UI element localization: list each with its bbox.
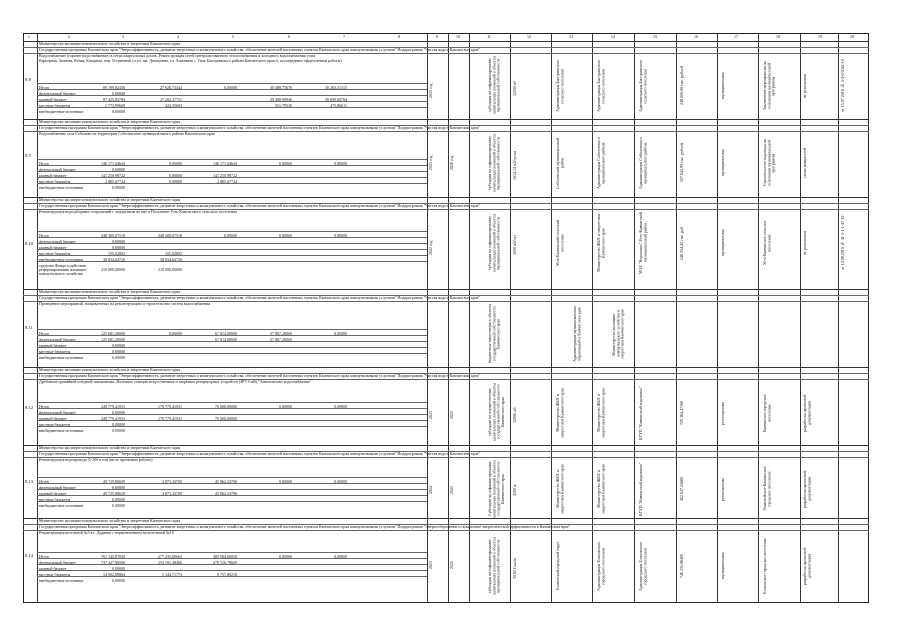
fin-label: Итого: [39, 84, 50, 90]
fin-label: внебюджетные источники: [39, 502, 84, 508]
fin-value: 0,00000: [334, 403, 347, 409]
years-cell: 2022 год: [428, 240, 433, 255]
cell-col16: 248 000,00 тыс. рублей: [679, 66, 684, 106]
fin-value: 141 250,98722: [213, 172, 237, 178]
fin-value: 70 000,00000: [215, 415, 237, 421]
section-title: Министерство жилищно-коммунального хозяйства и энергетики Камчатского края: [39, 289, 181, 294]
object-name: Карьерная, Зеленая, Ясная, Каторная, пер. Устричный ул.ул. им. Дмитриева, ул. Лиманная с. Тиль Быстринского района Камчатского края (с поочередным оформлением работы): [39, 58, 342, 63]
fin-value: 146 171,64644: [213, 160, 237, 166]
fin-value: 0,00000: [112, 421, 125, 427]
fin-value: 0,00000: [169, 172, 182, 178]
fin-value: 0,00000: [334, 478, 347, 484]
fin-value: 179 779,41931: [158, 415, 182, 421]
fin-label: федеральный бюджет: [39, 409, 76, 415]
cell-col18: Заключение мероприятия на основании муниципальной программы: [762, 61, 776, 111]
fin-label: средства Фонда содействия: [39, 262, 86, 268]
fin-value: 155,02802: [165, 250, 182, 256]
fin-label: внебюджетные источники: [39, 577, 84, 583]
column-number: 19: [818, 34, 822, 39]
fin-value: 0,00000: [279, 403, 292, 409]
cell-col13: Соболевский муниципальный район: [555, 137, 565, 189]
cell-col19: разработка проектной документации: [802, 394, 812, 432]
fin-value: 155,02802: [108, 250, 125, 256]
fin-value: 0,00000: [279, 232, 292, 238]
fin-value: 45 862,33700: [215, 490, 237, 496]
fin-label: местные бюджеты: [39, 250, 71, 256]
cell-col17: муниципальная: [720, 229, 725, 257]
fin-value: 253 191,38466: [158, 559, 182, 565]
years-cell: 2023: [428, 561, 433, 569]
cell-col13: Усть-Камчатский сельский поселения: [555, 220, 565, 266]
fin-value: 146 171,64644: [101, 160, 125, 166]
cell-col14: Министерство ЖКХ и энергетики Камчатского края: [596, 388, 606, 438]
cell-col15: Администрация Соболевского муниципального района: [638, 137, 648, 189]
fin-value: 27 202,37751: [160, 96, 182, 102]
row-number: 8.14: [25, 553, 34, 558]
cell-col14: Администрация Быстринского сельского поселения: [596, 59, 606, 113]
object-name: Реконструкция котельной №3 в г. Дудинка с переключением на котельной №10: [39, 530, 174, 535]
cell-col14: Министерство жилищно-коммунального хозяйства и энергетики Камчатского края: [611, 309, 625, 359]
fin-label: краевой бюджет: [39, 96, 67, 102]
cell-col15: Администрация Быстринского сельского поселения: [638, 59, 648, 113]
program-line: Государственная программа Камчатского края "Энергоэффективность, развитие энергетики и коммунального хозяйства, обеспечение жителей населенных пунктов Камчатского края коммунальными услугами" Подпрограмма "Чистая вода в Камчатском крае": [39, 203, 481, 208]
fin-value: 0,00000: [169, 160, 182, 166]
fin-value: 249 779,41931: [101, 403, 125, 409]
fin-value: 9 757,89218: [217, 571, 237, 577]
fin-value: 5 144,71773: [162, 571, 182, 577]
fin-value: 141 250,98722: [101, 172, 125, 178]
cell-col15: КГУП "Камчатский водоканал": [638, 386, 643, 440]
years-cell: 2025 год: [428, 83, 433, 99]
fin-value: 1 773,99669: [105, 102, 125, 108]
fin-value: 70 000,00000: [215, 403, 237, 409]
cell-col13: Администрация муниципальных образований в Камчатском крае: [572, 305, 582, 363]
program-line: Государственная программа Камчатского края "Энергоэффективность, развитие энергетики и коммунального хозяйства, обеспечение жителей населенных пунктов Камчатского края коммунальными услугами" Подпрограмма "Чистая вода в Камчатском крае": [39, 47, 481, 52]
cell-col14: Министерство ЖКХ и энергетики Камчатского края: [596, 464, 606, 514]
cell-col17: региональная: [720, 477, 725, 501]
fin-value: 14 902,89864: [103, 571, 125, 577]
fin-label: местные бюджеты: [39, 571, 71, 577]
fin-label: внебюджетные источники: [39, 256, 84, 262]
row-number: 8.13: [25, 479, 34, 484]
cell-col17: муниципальная: [720, 72, 725, 100]
column-number: 12: [527, 34, 531, 39]
cell-col11: Субсидии на софинансирование капитальных вложений в объекты государственной собственности Камчатского края: [487, 460, 505, 518]
column-number: 17: [734, 34, 738, 39]
cell-col17: муниципальная: [720, 552, 725, 580]
fin-value: 0,00000: [112, 354, 125, 360]
object-name: Реконструкция водопровода Д-200 в том числе проектные работы): [39, 457, 153, 462]
fin-value: 0,00000: [112, 502, 125, 508]
object-name: Проведение мероприятий, направленных на реконструкцию и строительство систем водоснабжения: [39, 301, 210, 306]
fin-label: реформированию жилищно-: [39, 266, 88, 272]
fin-label: местные бюджеты: [39, 348, 71, 354]
cell-col18: Камчатское городское поселение: [762, 394, 772, 432]
fin-value: 0,00000: [112, 409, 125, 415]
fin-value: 57 867,20000: [270, 336, 292, 342]
cell-col19: своих мощностей: [802, 147, 807, 179]
fin-label: краевой бюджет: [39, 244, 67, 250]
column-number: 10: [456, 34, 460, 39]
fin-value: 30 488,75676: [270, 84, 292, 90]
fin-label: краевой бюджет: [39, 342, 67, 348]
object-name: Дробление гравийной и водной скважинами. Наземное станции искусственных и закрытых резервуарных устройств (ЗРУ-6 кВ) "Аннопавлово водоснабжение": [39, 379, 312, 384]
years-cell: 2025: [449, 411, 454, 419]
fin-label: федеральный бюджет: [39, 559, 76, 565]
fin-value: 2 885,67724: [105, 178, 125, 184]
fin-label: внебюджетные источники: [39, 184, 84, 190]
cell-col15: КГУП "Камчатский водоканал": [638, 462, 643, 516]
years-cell: 2023: [428, 411, 433, 419]
fin-value: 0,00000: [112, 348, 125, 354]
years-cell: 2025: [449, 486, 454, 494]
row-number: 8.11: [25, 325, 33, 330]
row-number: 8.9: [25, 153, 31, 158]
cell-col12: 4200 м: [512, 484, 517, 496]
fin-label: внебюджетные источники: [39, 354, 84, 360]
object-name: Реконструкция водозаборных сооружений с ледорезным во вне в Поселение Усть-Камчатского сельского поселения: [39, 209, 237, 214]
section-title: Министерство жилищно-коммунального хозяйства и энергетики Камчатского края: [39, 518, 181, 523]
fin-label: местные бюджеты: [39, 496, 71, 502]
object-name: Водоснабжение села Соболево на территории Соболевского муниципального района Камчатского края: [39, 131, 215, 136]
program-line: Государственная программа Камчатского края "Энергоэффективность, развитие энергетики и коммунального хозяйства, обеспечение жителей населенных пунктов Камчатского края коммунальными услугами" Подпрограмма "Чистая вода в Камчатском крае": [39, 373, 481, 378]
column-number: 18: [776, 34, 780, 39]
cell-col15: МАУ "Водоканал" Усть-Камчатский муниципальный район: [638, 212, 648, 274]
fin-label: Итого: [39, 403, 50, 409]
fin-value: 0,00000: [112, 244, 125, 250]
fin-label: федеральный бюджет: [39, 484, 76, 490]
fin-value: 3 873,33709: [162, 478, 182, 484]
fin-value: 551,79530: [275, 102, 292, 108]
cell-col18: Строительство водовода на основании муниципальной программы: [762, 139, 776, 187]
fin-value: 0,00000: [279, 478, 292, 484]
section-title: Министерство жилищно-коммунального хозяйства и энергетики Камчатского края: [39, 197, 181, 202]
fin-value: 29 488,90946: [270, 96, 292, 102]
fin-label: краевой бюджет: [39, 415, 67, 421]
cell-col12: 12000 м3: [512, 407, 517, 423]
cell-col17: региональная: [720, 401, 725, 425]
cell-col12: 12230 м²: [512, 81, 517, 97]
fin-label: краевой бюджет: [39, 565, 67, 571]
years-cell: 2025: [449, 561, 454, 569]
fin-value: 30 690,60704: [325, 96, 347, 102]
column-number: 13: [569, 34, 573, 39]
section-title: Министерство жилищно-коммунального хозяйства и энергетики Камчатского края: [39, 367, 181, 372]
fin-value: 478 516,78669: [213, 559, 237, 565]
cell-col16: 729 364,47160: [679, 401, 684, 425]
row-number: 8.12: [25, 405, 34, 410]
section-title: Министерство жилищно-коммунального хозяйства и энергетики Камчатского края: [39, 41, 181, 46]
fin-value: 2 885,67724: [217, 178, 237, 184]
fin-value: 0,00000: [334, 232, 347, 238]
program-line: Государственная программа Камчатского края "Энергоэффективность, развитие энергетики и коммунального хозяйства, обеспечение жителей населенных пунктов Камчатского края коммунальными услугами" Подпрограмма "Чистая вода в Камчатском крае": [39, 451, 481, 456]
cell-col13: Администрация Быстринского сельского поселения: [555, 59, 565, 113]
cell-col20: от 14.08.2019 № 41-1-1-1-47-19: [840, 215, 845, 271]
fin-value: 0,00000: [112, 427, 125, 433]
cell-col18: Эльвенейское-Камчатское городское поселение: [762, 466, 772, 512]
fin-value: 0,00000: [169, 330, 182, 336]
fin-value: 0,00000: [112, 577, 125, 583]
fin-value: 0,00000: [334, 330, 347, 336]
fin-value: 179 779,41931: [158, 403, 182, 409]
fin-value: 0,00000: [334, 553, 347, 559]
column-number: 16: [694, 34, 698, 39]
cell-col17: муниципальная: [720, 149, 725, 177]
fin-label: федеральный бюджет: [39, 336, 76, 342]
fin-value: 125 681,20000: [101, 330, 125, 336]
cell-col13: Елизовский городской округ: [555, 541, 560, 591]
cell-col11: субсидии на осуществление капитальных вложений в объекты государственной собственности Камчатского края: [487, 383, 505, 441]
column-number-row: [23, 33, 869, 41]
fin-value: 89 199,82436: [103, 84, 125, 90]
fin-value: 3 873,33709: [162, 490, 182, 496]
column-number: 20: [850, 34, 854, 39]
cell-col11: субсидии на софинансирование капитальных вложений в объекты муниципальной собственности: [487, 56, 501, 114]
cell-col14: Администрация Елизовского городского поселения: [596, 541, 606, 591]
cell-col16: 746 235,96400: [679, 554, 684, 578]
fin-label: краевой бюджет: [39, 172, 67, 178]
cell-col12: 1014,14 м3/сутки: [512, 150, 517, 180]
cell-col16: 507 641,90 тыс. рублей: [679, 143, 684, 183]
fin-value: 0,00000: [112, 342, 125, 348]
cell-col15: Администрация Елизовского городского поселения: [638, 541, 648, 591]
column-number: 15: [653, 34, 657, 39]
fin-value: 249 779,41931: [101, 415, 125, 421]
cell-col19: не реализован: [802, 74, 807, 98]
fin-label: федеральный бюджет: [39, 90, 76, 96]
section-title: Министерство жилищно-коммунального хозяйства и энергетики Камчатского края: [39, 119, 181, 124]
row-number: 8.10: [25, 241, 34, 246]
cell-col11: бюджетные инвестиции в объекты государственной собственности Камчатского края: [487, 304, 501, 364]
fin-value: 0,00000: [112, 166, 125, 172]
column-number: 5: [232, 34, 234, 39]
fin-value: 38 034,64726: [103, 256, 125, 262]
fin-value: 0,00000: [279, 553, 292, 559]
fin-value: 485 904,66058: [213, 553, 237, 559]
fin-value: 0,00000: [112, 184, 125, 190]
program-line: Государственная программа Камчатского края "Энергоэффективность, развитие энергетики и коммунального хозяйства, обеспечение жителей населенных пунктов Камчатского края коммунальными услугами" Подпрограмма "Энергосбережение и повышение энергетической эффективности в Камчатском крае": [39, 524, 571, 529]
fin-value: 0,00000: [224, 84, 237, 90]
cell-col19: разработка проектной документации: [802, 547, 812, 585]
fin-value: 0,00000: [112, 565, 125, 571]
fin-value: 761 145,87043: [101, 553, 125, 559]
fin-label: федеральный бюджет: [39, 166, 76, 172]
fin-value: 0,00000: [224, 232, 237, 238]
fin-value: 0,00000: [334, 160, 347, 166]
fin-label: коммунального хозяйства: [39, 271, 83, 276]
cell-col20: от 15.07.2016 № 5-4-0/5042-16: [840, 59, 845, 113]
fin-label: местные бюджеты: [39, 421, 71, 427]
column-number: 7: [343, 34, 345, 39]
fin-value: 0,00000: [112, 496, 125, 502]
fin-value: 30 203,31315: [325, 84, 347, 90]
fin-value: 0,00000: [279, 160, 292, 166]
fin-label: Итого: [39, 478, 50, 484]
years-cell: 2026 год: [449, 155, 454, 170]
program-line: Государственная программа Камчатского края "Энергоэффективность, развитие энергетики и коммунального хозяйства, обеспечение жителей населенных пунктов Камчатского края коммунальными услугами" Подпрограмма "Чистая вода в Камчатском крае": [39, 125, 481, 130]
fin-value: 67 814,00000: [215, 330, 237, 336]
cell-col11: субсидии на софинансирование капитальных вложений в объекты муниципальной собственности: [487, 537, 501, 595]
fin-value: 737 227,96500: [101, 559, 125, 565]
fin-value: 27 626,73444: [160, 84, 182, 90]
fin-value: 49 725,80659: [103, 478, 125, 484]
fin-value: 125 681,20000: [101, 336, 125, 342]
fin-value: 49 725,80659: [103, 490, 125, 496]
column-number: 3: [122, 34, 124, 39]
fin-value: 248 309,07518: [101, 232, 125, 238]
column-number: 1: [28, 34, 30, 39]
cell-col13: Министерство ЖКХ и энергетики Камчатского края: [555, 464, 565, 514]
column-number: 9: [436, 34, 438, 39]
column-number: 14: [611, 34, 615, 39]
years-cell: 2024: [428, 486, 433, 494]
fin-label: Итого: [39, 160, 50, 166]
fin-value: 0,00000: [112, 108, 125, 114]
fin-label: внебюджетные источники: [39, 108, 84, 114]
fin-label: Итого: [39, 232, 50, 238]
fin-value: 248 309,07518: [158, 232, 182, 238]
fin-value: 0,00000: [169, 178, 182, 184]
cell-col19: не реализован: [802, 231, 807, 255]
years-cell: 2025 год: [428, 155, 433, 170]
cell-col11: субсидии на софинансирование капитальных вложений в объекты муниципальной собственности: [487, 214, 501, 272]
object-name: Водоснабжение (горячее водоснабжение) в сетях квартальных домов. Реконструкция сетей централизованного теплоснабжения и холодного водоснабжения улиц: [39, 53, 315, 58]
cell-col11: субсидии на софинансирование капитальных вложений в объекты муниципальной собственности: [487, 134, 501, 192]
cell-col19: разработка проектной документации: [802, 470, 812, 508]
fin-value: 87 425,83784: [103, 96, 125, 102]
fin-value: 0,00000: [112, 484, 125, 490]
cell-col18: Елизовское городское поселение: [762, 538, 767, 594]
fin-value: 210 000,00000: [158, 266, 182, 272]
fin-value: 38 034,64726: [160, 256, 182, 262]
cell-col13: Министерство ЖКХ и энергетики Камчатского края: [555, 388, 565, 438]
cell-col12: 1000 м3/сут: [512, 234, 517, 256]
fin-label: местные бюджеты: [39, 178, 71, 184]
program-line: Государственная программа Камчатского края "Энергоэффективность, развитие энергетики и коммунального хозяйства, обеспечение жителей населенных пунктов Камчатского края коммунальными услугами" Подпрограмма "Чистая вода в Камчатском крае": [39, 295, 481, 300]
cell-col12: 35,95 Гкал/ч: [512, 557, 517, 579]
cell-col16: 402 647,55660: [679, 477, 684, 501]
fin-label: федеральный бюджет: [39, 238, 76, 244]
cell-col16: 546 354,42 тыс. руб: [679, 226, 684, 260]
fin-value: 67 814,00000: [215, 336, 237, 342]
fin-value: 0,00000: [112, 90, 125, 96]
fin-label: внебюджетные источники: [39, 427, 84, 433]
cell-col18: Усть-Камчатское сельское поселение: [762, 220, 772, 266]
section-title: Министерство жилищно-коммунального хозяйства и энергетики Камчатского края: [39, 445, 181, 450]
row-number: 8.8: [25, 77, 31, 82]
column-number: 4: [177, 34, 179, 39]
column-number: 8: [398, 34, 400, 39]
fin-value: 424,35693: [165, 102, 182, 108]
cell-col14: Министерство ЖКХ и энергетики Камчатского края: [596, 214, 606, 272]
fin-label: местные бюджеты: [39, 102, 71, 108]
fin-value: 57 867,20000: [270, 330, 292, 336]
column-number: 2: [68, 34, 70, 39]
fin-value: 475,86611: [330, 102, 347, 108]
column-number: 11: [487, 34, 491, 39]
fin-value: 45 862,33700: [215, 478, 237, 484]
fin-value: 0,00000: [112, 238, 125, 244]
fin-value: 277 235,00663: [158, 553, 182, 559]
fin-label: Итого: [39, 553, 50, 559]
fin-value: 210 000,00000: [101, 266, 125, 272]
fin-label: краевой бюджет: [39, 490, 67, 496]
column-number: 6: [288, 34, 290, 39]
fin-label: Итого: [39, 330, 50, 336]
cell-col14: Администрация Соболевского муниципального района: [596, 137, 606, 189]
